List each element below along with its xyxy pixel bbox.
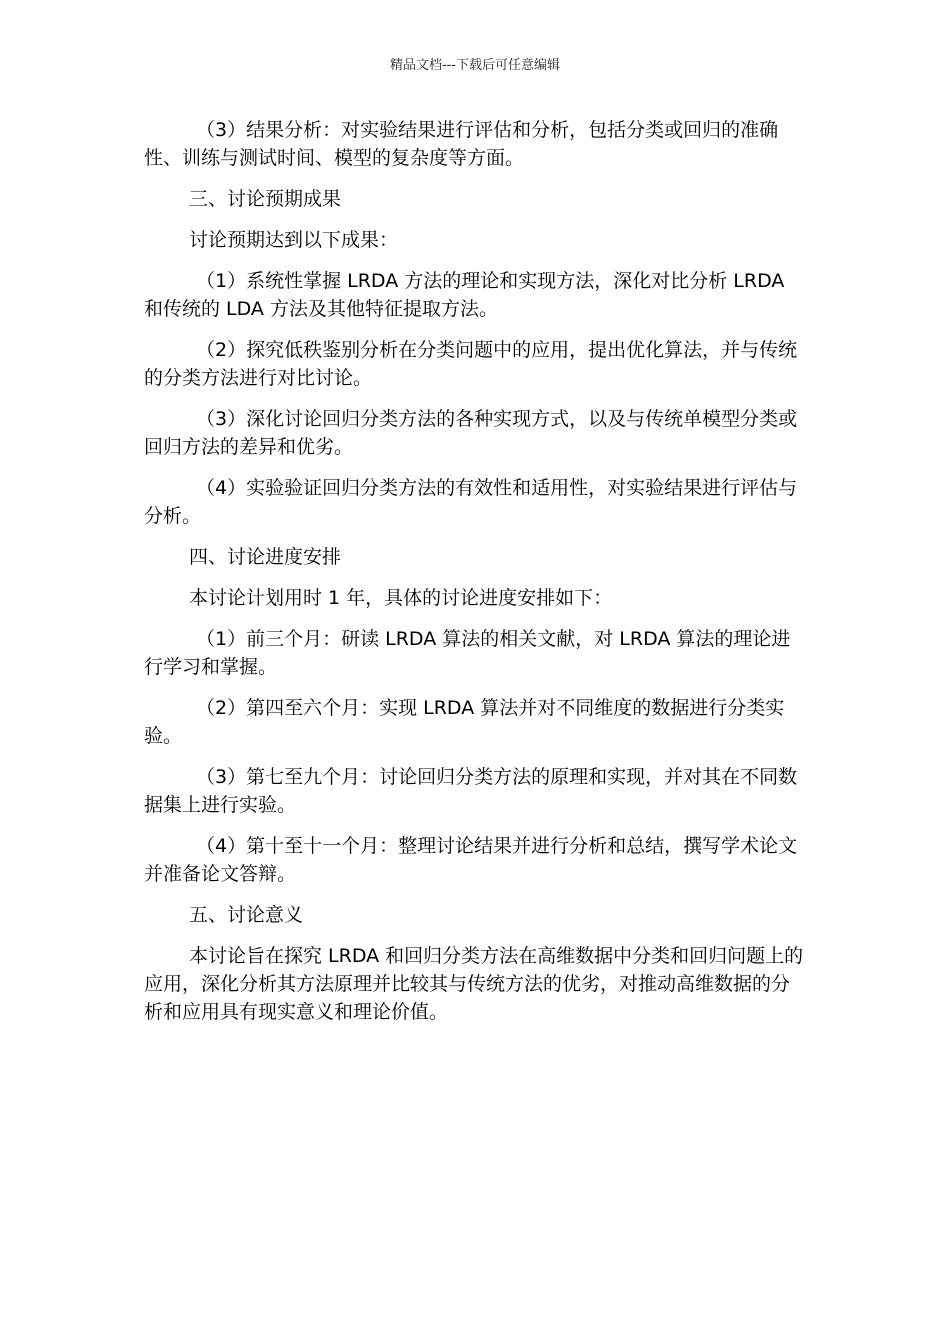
paragraph-expected-3: （3）深化讨论回归分类方法的各种实现方式，以及与传统单模型分类或回归方法的差异和优劣。 <box>144 408 798 458</box>
section-heading-schedule: 四、讨论进度安排 <box>189 546 342 568</box>
section-heading-expected-results: 三、讨论预期成果 <box>189 188 342 210</box>
paragraph-expected-4: （4）实验验证回归分类方法的有效性和适用性，对实验结果进行评估与分析。 <box>144 477 798 527</box>
paragraph-expected-2: （2）探究低秩鉴别分析在分类问题中的应用，提出优化算法，并与传统的分类方法进行对比讨论。 <box>144 339 798 389</box>
paragraph-schedule-1: （1）前三个月：研读 LRDA 算法的相关文献，对 LRDA 算法的理论进行学习和掌握。 <box>144 628 791 678</box>
paragraph-schedule-4: （4）第十至十一个月：整理讨论结果并进行分析和总结，撰写学术论文并准备论文答辩。 <box>144 835 798 885</box>
document-body <box>144 116 808 1039</box>
section-heading-significance: 五、讨论意义 <box>189 904 304 926</box>
paragraph-significance: 本讨论旨在探究 LRDA 和回归分类方法在高维数据中分类和回归问题上的应用，深化分析其方法原理并比较其与传统方法的优劣，对推动高维数据的分析和应用具有现实意义和理论价值。 <box>144 945 804 1023</box>
page-header: 精品文档---下载后可任意编辑 <box>389 58 561 73</box>
paragraph-result-analysis: （3）结果分析：对实验结果进行评估和分析，包括分类或回归的准确性、训练与测试时间、模型的复杂度等方面。 <box>144 119 779 169</box>
paragraph-schedule-intro: 本讨论计划用时 1 年，具体的讨论进度安排如下： <box>189 587 613 609</box>
paragraph-expected-intro: 讨论预期达到以下成果： <box>189 229 399 251</box>
paragraph-expected-1: （1）系统性掌握 LRDA 方法的理论和实现方法，深化对比分析 LRDA 和传统的 LDA 方法及其他特征提取方法。 <box>144 270 785 320</box>
paragraph-schedule-2: （2）第四至六个月：实现 LRDA 算法并对不同维度的数据进行分类实验。 <box>144 697 785 747</box>
paragraph-schedule-3: （3）第七至九个月：讨论回归分类方法的原理和实现，并对其在不同数据集上进行实验。 <box>144 766 798 816</box>
